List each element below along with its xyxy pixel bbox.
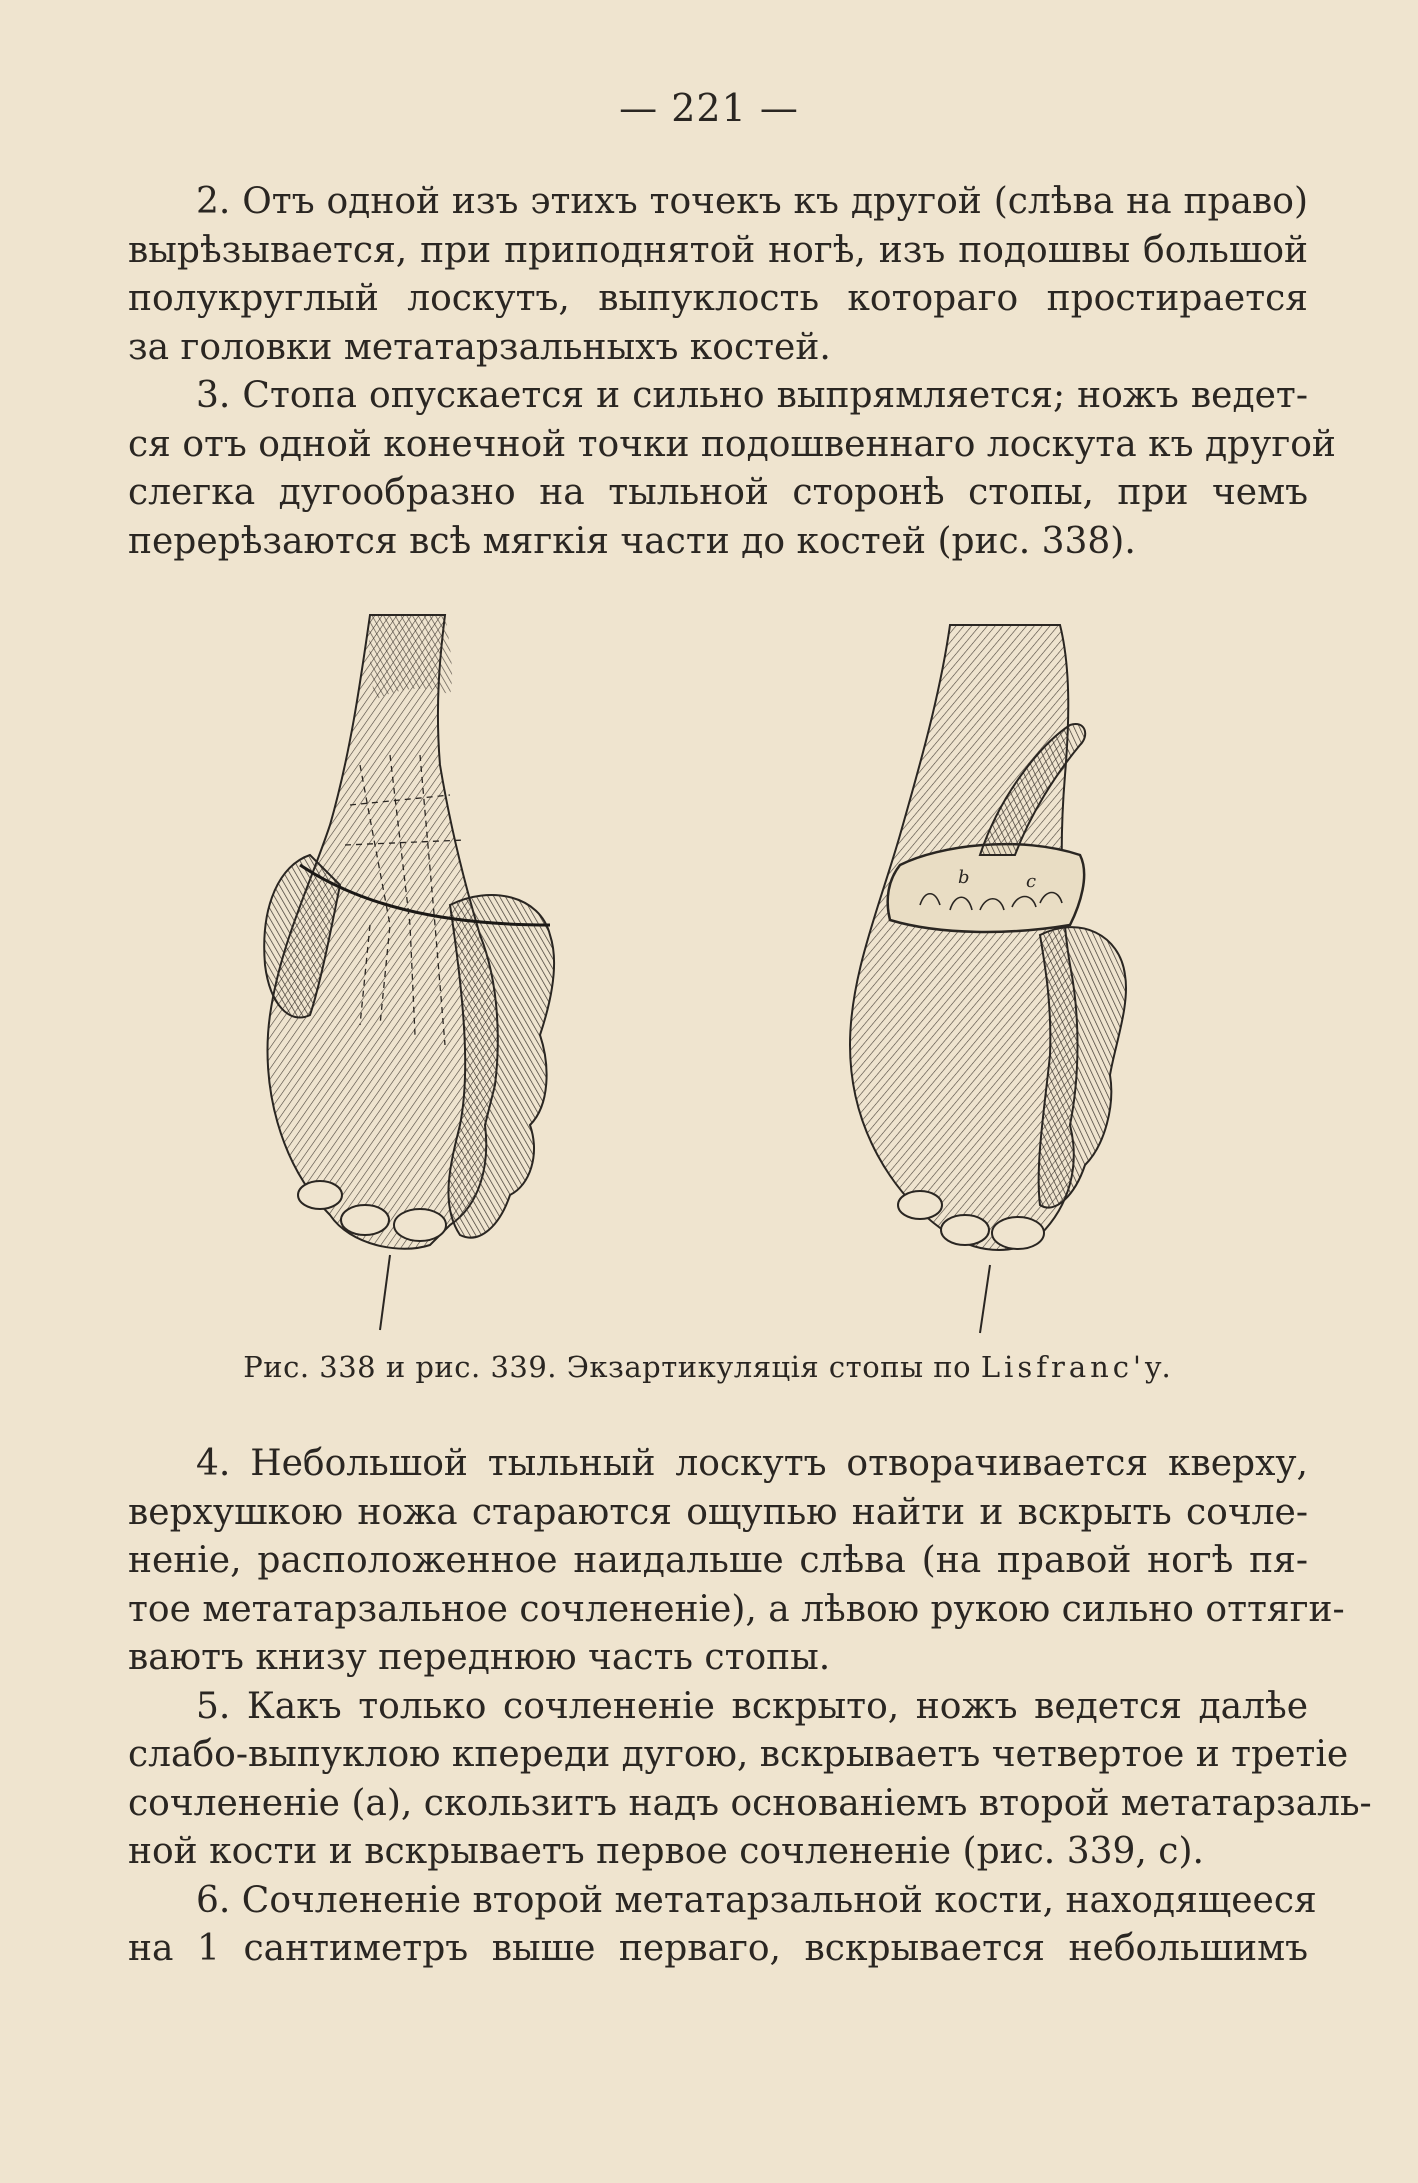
- paragraph-2-line-2: вырѣзывается, при приподнятой ногѣ, изъ подошвы большой: [128, 229, 1308, 271]
- paragraph-2-line-3: полукруглый лоскутъ, выпуклость котораго простирается: [128, 278, 1308, 319]
- caption-text: Рис. 338 и рис. 339. Экзартикуляція стопы по: [243, 1350, 972, 1384]
- figure-label-c: c: [1026, 871, 1037, 892]
- paragraph-5-line-2: слабо-выпуклою кпереди дугою, вскрываетъ четвертое и третіе: [128, 1734, 1349, 1775]
- paragraph-4-line-3: неніе, расположенное наидальше слѣва (на правой ногѣ пя-: [128, 1540, 1308, 1581]
- paragraph-4-line-2: верхушкою ножа стараются ощупью найти и вскрыть сочле-: [128, 1491, 1308, 1533]
- paragraph-4-line-1: 4. Небольшой тыльный лоскутъ отворачивается кверху,: [196, 1443, 1308, 1484]
- figure-label-b: b: [958, 867, 970, 888]
- figure-area: [230, 605, 1210, 1335]
- paragraph-3-line-4: перерѣзаются всѣ мягкія части до костей (рис. 338).: [128, 520, 1136, 562]
- paragraph-2-line-1: 2. Отъ одной изъ этихъ точекъ къ другой (слѣва на право): [196, 181, 1308, 222]
- paragraph-5-line-4: ной кости и вскрываетъ первое сочлененіе (рис. 339, с).: [128, 1831, 1204, 1872]
- caption-author: Lisfranc'y.: [980, 1350, 1175, 1384]
- paragraph-3-line-3: слегка дугообразно на тыльной сторонѣ стопы, при чемъ: [128, 472, 1308, 513]
- paragraph-4-line-4: тое метатарзальное сочлененіе), а лѣвою рукою сильно оттяги-: [128, 1588, 1345, 1630]
- foot-illustration-fig-338: [250, 605, 650, 1335]
- foot-illustration-fig-339: [840, 605, 1220, 1335]
- figure-caption: [0, 1350, 1418, 1384]
- paragraph-5-line-3: сочлененіе (а), скользитъ надъ основаніемъ второй метатарзаль-: [128, 1782, 1372, 1824]
- paragraph-3-line-2: ся отъ одной конечной точки подошвеннаго лоскута къ другой: [128, 423, 1336, 465]
- paragraph-5-line-1: 5. Какъ только сочлененіе вскрыто, ножъ ведется далѣе: [196, 1685, 1308, 1727]
- paragraph-2-line-4: за головки метатарзальныхъ костей.: [128, 326, 831, 368]
- page-number: — 221 —: [619, 86, 799, 130]
- text-block-bottom: [128, 1440, 1372, 1974]
- paragraph-6-line-1: 6. Сочлененіе второй метатарзальной кости, находящееся: [196, 1879, 1317, 1921]
- paragraph-4-line-5: ваютъ книзу переднюю часть стопы.: [128, 1637, 831, 1678]
- text-block-top: [128, 178, 1336, 566]
- paragraph-6-line-2: на 1 сантиметръ выше перваго, вскрывается небольшимъ: [128, 1928, 1308, 1969]
- paragraph-3-line-1: 3. Стопа опускается и сильно выпрямляется; ножъ ведет-: [196, 375, 1308, 416]
